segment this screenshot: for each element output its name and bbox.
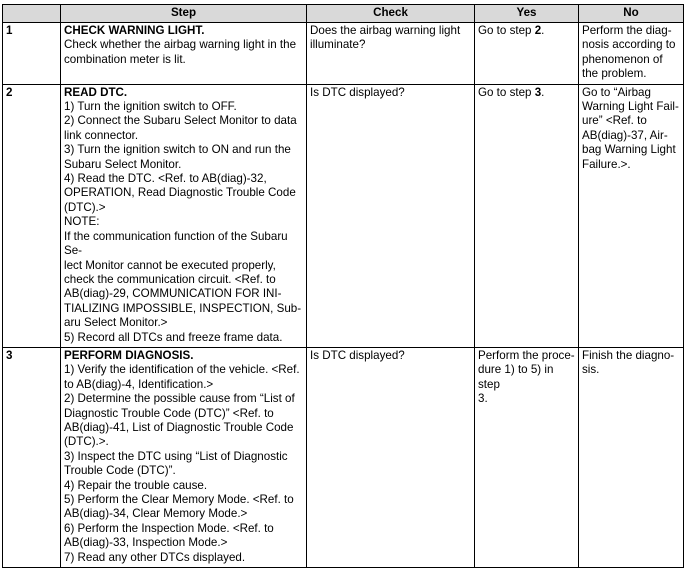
- step-line: (DTC).>: [64, 200, 106, 214]
- step-line: 2) Connect the Subaru Select Monitor to data: [64, 114, 297, 128]
- step-line: OPERATION, Read Diagnostic Trouble Code: [64, 186, 296, 200]
- table-row: [3, 23, 684, 85]
- step-line: 5) Record all DTCs and freeze frame data.: [64, 330, 283, 344]
- step-cell: [61, 347, 307, 567]
- no-line: the problem.: [582, 67, 647, 81]
- no-line: Finish the diagno-: [582, 348, 675, 362]
- step-line: 5) Perform the Clear Memory Mode. <Ref. to: [64, 493, 294, 506]
- no-cell: [579, 347, 684, 567]
- step-line: combination meter is lit.: [64, 52, 186, 66]
- step-line: Diagnostic Trouble Code (DTC)” <Ref. to: [64, 406, 274, 420]
- check-line: Is DTC displayed?: [310, 348, 405, 362]
- no-cell: [579, 84, 684, 347]
- note-label: NOTE:: [64, 215, 100, 229]
- step-line: AB(diag)-34, Clear Memory Mode.>: [64, 507, 248, 521]
- step-line: Trouble Code (DTC)”.: [64, 464, 176, 478]
- table-row: [3, 84, 684, 347]
- yes-line: 3.: [478, 392, 488, 406]
- step-line: 2) Determine the possible cause from “List of: [64, 392, 295, 406]
- header-no: No: [579, 5, 684, 23]
- step-line: 4) Repair the trouble cause.: [64, 478, 208, 492]
- note-line: lect Monitor cannot be executed properly,: [64, 258, 276, 272]
- note-line: TIALIZING IMPOSSIBLE, INSPECTION, Sub-: [64, 301, 302, 315]
- note-line: check the communication circuit. <Ref. to: [64, 272, 276, 286]
- no-line: Warning Light Fail-: [582, 100, 679, 114]
- step-cell: [61, 84, 307, 347]
- no-line: AB(diag)-37, Air-: [582, 128, 668, 142]
- no-line: nosis according to: [582, 38, 676, 52]
- check-cell: [307, 347, 475, 567]
- step-line: 6) Perform the Inspection Mode. <Ref. to: [64, 521, 274, 535]
- check-cell: [307, 84, 475, 347]
- check-line: Is DTC displayed?: [310, 85, 405, 99]
- yes-line: Perform the proce-: [478, 348, 575, 362]
- step-line: 1) Turn the ignition switch to OFF.: [64, 100, 237, 114]
- check-cell: [307, 23, 475, 85]
- no-line: Failure.>.: [582, 157, 631, 171]
- step-line: 3) Inspect the DTC using “List of Diagnostic: [64, 449, 288, 463]
- step-title: CHECK WARNING LIGHT.: [64, 24, 205, 37]
- step-line: (DTC).>.: [64, 435, 109, 449]
- no-cell: [579, 23, 684, 85]
- yes-cell: [475, 23, 579, 85]
- yes-cell: [475, 347, 579, 567]
- note-line: AB(diag)-29, COMMUNICATION FOR INI-: [64, 287, 282, 301]
- check-line: illuminate?: [310, 38, 366, 52]
- yes-line: dure 1) to 5) in step: [478, 363, 554, 391]
- step-title: PERFORM DIAGNOSIS.: [64, 348, 194, 362]
- yes-text: Go to step: [478, 24, 535, 37]
- yes-step-ref: 3: [534, 85, 542, 99]
- table-row: [3, 347, 684, 567]
- step-line: 4) Read the DTC. <Ref. to AB(diag)-32,: [64, 172, 267, 186]
- yes-text-end: .: [541, 24, 545, 37]
- yes-cell: [475, 84, 579, 347]
- no-line: sis.: [582, 363, 600, 377]
- step-title: READ DTC.: [64, 85, 128, 99]
- no-line: phenomenon of: [582, 52, 663, 66]
- step-line: to AB(diag)-4, Identification.>: [64, 377, 214, 391]
- header-row: [3, 5, 684, 23]
- diagnostic-procedure-table: [2, 4, 684, 568]
- step-number: 3: [3, 347, 61, 567]
- no-line: bag Warning Light: [582, 143, 676, 157]
- yes-text: Go to step: [478, 85, 535, 99]
- step-line: Check whether the airbag warning light in the: [64, 38, 297, 52]
- header-yes: Yes: [475, 5, 579, 23]
- step-cell: [61, 23, 307, 85]
- step-line: 7) Read any other DTCs displayed.: [64, 550, 246, 564]
- no-line: Go to “Airbag: [582, 85, 651, 99]
- yes-text-end: .: [541, 85, 545, 99]
- header-step: Step: [61, 5, 307, 23]
- no-line: ure” <Ref. to: [582, 114, 647, 128]
- yes-step-ref: 2: [534, 24, 542, 37]
- no-line: Perform the diag-: [582, 24, 672, 37]
- step-line: AB(diag)-33, Inspection Mode.>: [64, 536, 228, 550]
- step-number: 1: [3, 23, 61, 85]
- step-line: AB(diag)-41, List of Diagnostic Trouble Code: [64, 420, 294, 434]
- step-number: 2: [3, 84, 61, 347]
- header-number: [3, 5, 61, 23]
- check-line: Does the airbag warning light: [310, 24, 461, 37]
- step-line: link connector.: [64, 128, 139, 142]
- step-line: 1) Verify the identification of the vehicle. <Ref.: [64, 363, 300, 377]
- note-line: If the communication function of the Subaru Se-: [64, 229, 288, 258]
- note-line: aru Select Monitor.>: [64, 316, 168, 330]
- step-line: 3) Turn the ignition switch to ON and run the: [64, 143, 291, 157]
- step-line: Subaru Select Monitor.: [64, 157, 182, 171]
- header-check: Check: [307, 5, 475, 23]
